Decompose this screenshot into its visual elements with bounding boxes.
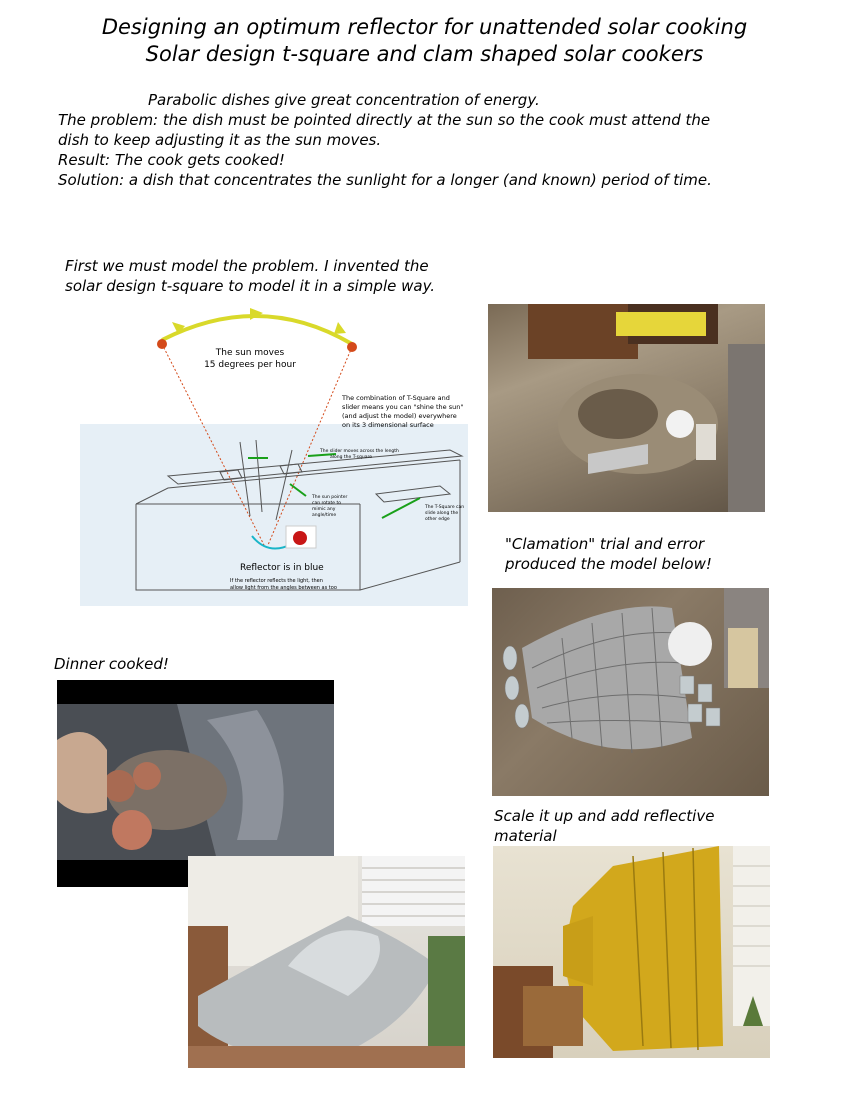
onion-icon [133,762,161,790]
yellow-reflector-photo [493,846,770,1058]
sun-path-arc [162,316,352,344]
combo-label-4: on its 3 dimensional surface [342,421,434,429]
pointer-label-4: angle/time [312,513,337,518]
tsq-label-2: slide along the [425,511,459,516]
intro-line-3: dish to keep adjusting it as the sun moves. [58,131,382,149]
yellow-clamp-icon [616,312,706,336]
intro-line-2: The problem: the dish must be pointed directly at the sun so the cook must attend the [58,111,711,129]
sun-moves-label: The sun moves [215,348,285,358]
arc-arrow-2 [250,308,263,320]
mirror-mosaic [522,606,692,749]
tsquare-caption-2: solar design t-square to model it in a simple way. [65,277,436,295]
combo-label-1: The combination of T-Square and [342,394,450,402]
tsq-label-1: The T-Square can [425,505,465,510]
combo-label-3: (and adjust the model) everywhere [342,412,457,420]
intro-line-5: Solution: a dish that concentrates the sunlight for a longer (and known) period of time. [58,171,712,189]
pointer-label-1: The sun pointer [312,495,348,500]
page-title: Designing an optimum reflector for unattended solar cooking [101,15,748,39]
intro-line-1: Parabolic dishes give great concentration of energy. [148,91,540,109]
mirror-model-photo [492,588,769,796]
bottom-note-2: allow light from the angles between as too [230,585,337,591]
sun-pointer-ball [293,531,307,545]
intro-line-4: Result: The cook gets cooked! [58,151,285,169]
pointer-label-2: can rotate to [312,501,342,506]
arc-arrow-3 [334,322,346,334]
white-ball-icon [668,622,712,666]
onion-icon [103,770,135,802]
pointer-label-3: mimic any [312,507,336,512]
slider-label-2: along the T-square [330,455,373,460]
sun-rate-label: 15 degrees per hour [204,360,296,370]
clay-model-photo [488,304,765,512]
scale-caption-1: Scale it up and add reflective [494,807,715,825]
clamation-caption-1: "Clamation" trial and error [505,535,705,553]
hand [57,732,107,813]
combo-label-2: slider means you can "shine the sun" [342,403,464,411]
tsquare-diagram [80,300,480,610]
foil-cooker-photo [188,856,465,1068]
tsq-label-3: other edge [425,517,450,522]
slider-label-1: The slider moves across the length [320,449,399,454]
page-subtitle: Solar design t-square and clam shaped solar cookers [145,42,704,66]
onion-icon [112,810,152,850]
tsquare-caption-1: First we must model the problem. I invented the [65,257,429,275]
white-ball-icon [666,410,694,438]
clamation-caption-2: produced the model below! [505,555,712,573]
scale-caption-2: material [494,827,557,845]
reflector-label: Reflector is in blue [240,563,324,573]
bottom-note-1: If the reflector reflects the light, then [230,578,323,584]
dinner-caption: Dinner cooked! [54,655,169,673]
